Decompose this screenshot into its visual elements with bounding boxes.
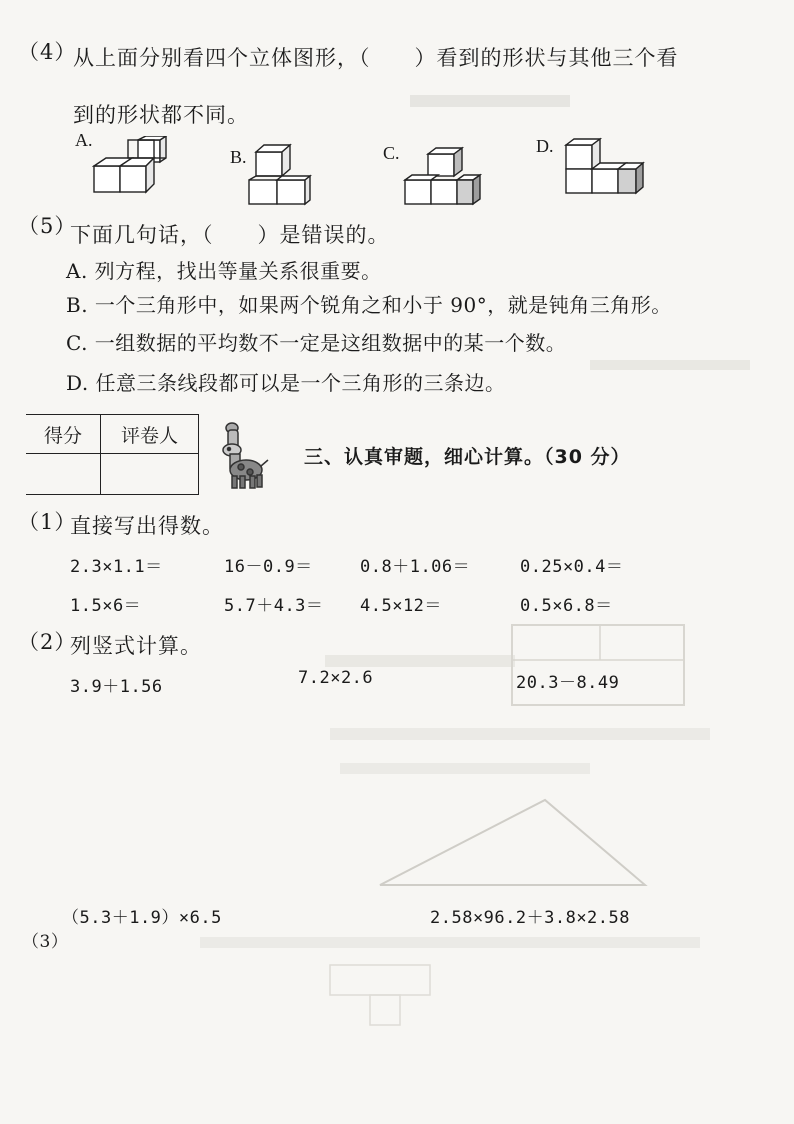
q5-option-c: C. 一组数据的平均数不一定是这组数据中的某一个数。 — [66, 331, 567, 355]
figure-c-label: C. — [383, 143, 400, 163]
vertical-calc-3: 20.3－8.49 — [516, 673, 620, 693]
part2-label: （2） — [18, 630, 77, 654]
mental-calc-5: 1.5×6＝ — [70, 596, 142, 616]
score-header: 得分 — [26, 415, 101, 454]
figure-a-label: A. — [75, 130, 93, 150]
q5-option-a: A. 列方程，找出等量关系很重要。 — [66, 259, 382, 283]
q5-number: （5） — [18, 214, 77, 238]
vertical-calc-2: 7.2×2.6 — [298, 668, 374, 688]
figure-b-label: B. — [230, 147, 247, 167]
simplify-calc-2: 2.58×96.2＋3.8×2.58 — [430, 908, 630, 928]
giraffe-mascot-icon — [214, 420, 270, 490]
mental-calc-2: 16－0.9＝ — [224, 557, 313, 577]
score-cell[interactable] — [26, 454, 101, 495]
vertical-calc-1: 3.9＋1.56 — [70, 677, 163, 697]
grader-header: 评卷人 — [101, 415, 199, 454]
figure-d-cubes — [563, 136, 645, 198]
figure-b-cubes — [246, 142, 316, 206]
q4-number: （4） — [18, 40, 77, 64]
q4-stem-line2: 到的形状都不同。 — [73, 103, 249, 127]
mental-calc-7: 4.5×12＝ — [360, 596, 442, 616]
part2-title: 列竖式计算。 — [70, 634, 202, 658]
q5-option-d: D. 任意三条线段都可以是一个三角形的三条边。 — [66, 371, 506, 395]
mental-calc-4: 0.25×0.4＝ — [520, 557, 624, 577]
part3-label: （3） — [22, 932, 69, 952]
q5-option-b: B. 一个三角形中，如果两个锐角之和小于 90°，就是钝角三角形。 — [66, 293, 672, 317]
simplify-calc-1: （5.3＋1.9）×6.5 — [62, 908, 222, 928]
q4-stem-line1: 从上面分别看四个立体图形，（ ）看到的形状与其他三个看 — [73, 46, 679, 70]
score-table — [26, 414, 199, 495]
figure-a-cubes — [92, 136, 172, 198]
mental-calc-6: 5.7＋4.3＝ — [224, 596, 324, 616]
part1-label: （1） — [18, 510, 77, 534]
part1-title: 直接写出得数。 — [70, 514, 224, 538]
mental-calc-8: 0.5×6.8＝ — [520, 596, 613, 616]
mental-calc-3: 0.8＋1.06＝ — [360, 557, 471, 577]
grader-cell[interactable] — [101, 454, 199, 495]
q5-stem: 下面几句话，（ ）是错误的。 — [70, 223, 390, 247]
figure-c-cubes — [402, 142, 482, 206]
figure-d-label: D. — [536, 136, 554, 156]
section-3-title: 三、认真审题，细心计算。（30 分） — [304, 446, 631, 468]
mental-calc-1: 2.3×1.1＝ — [70, 557, 163, 577]
